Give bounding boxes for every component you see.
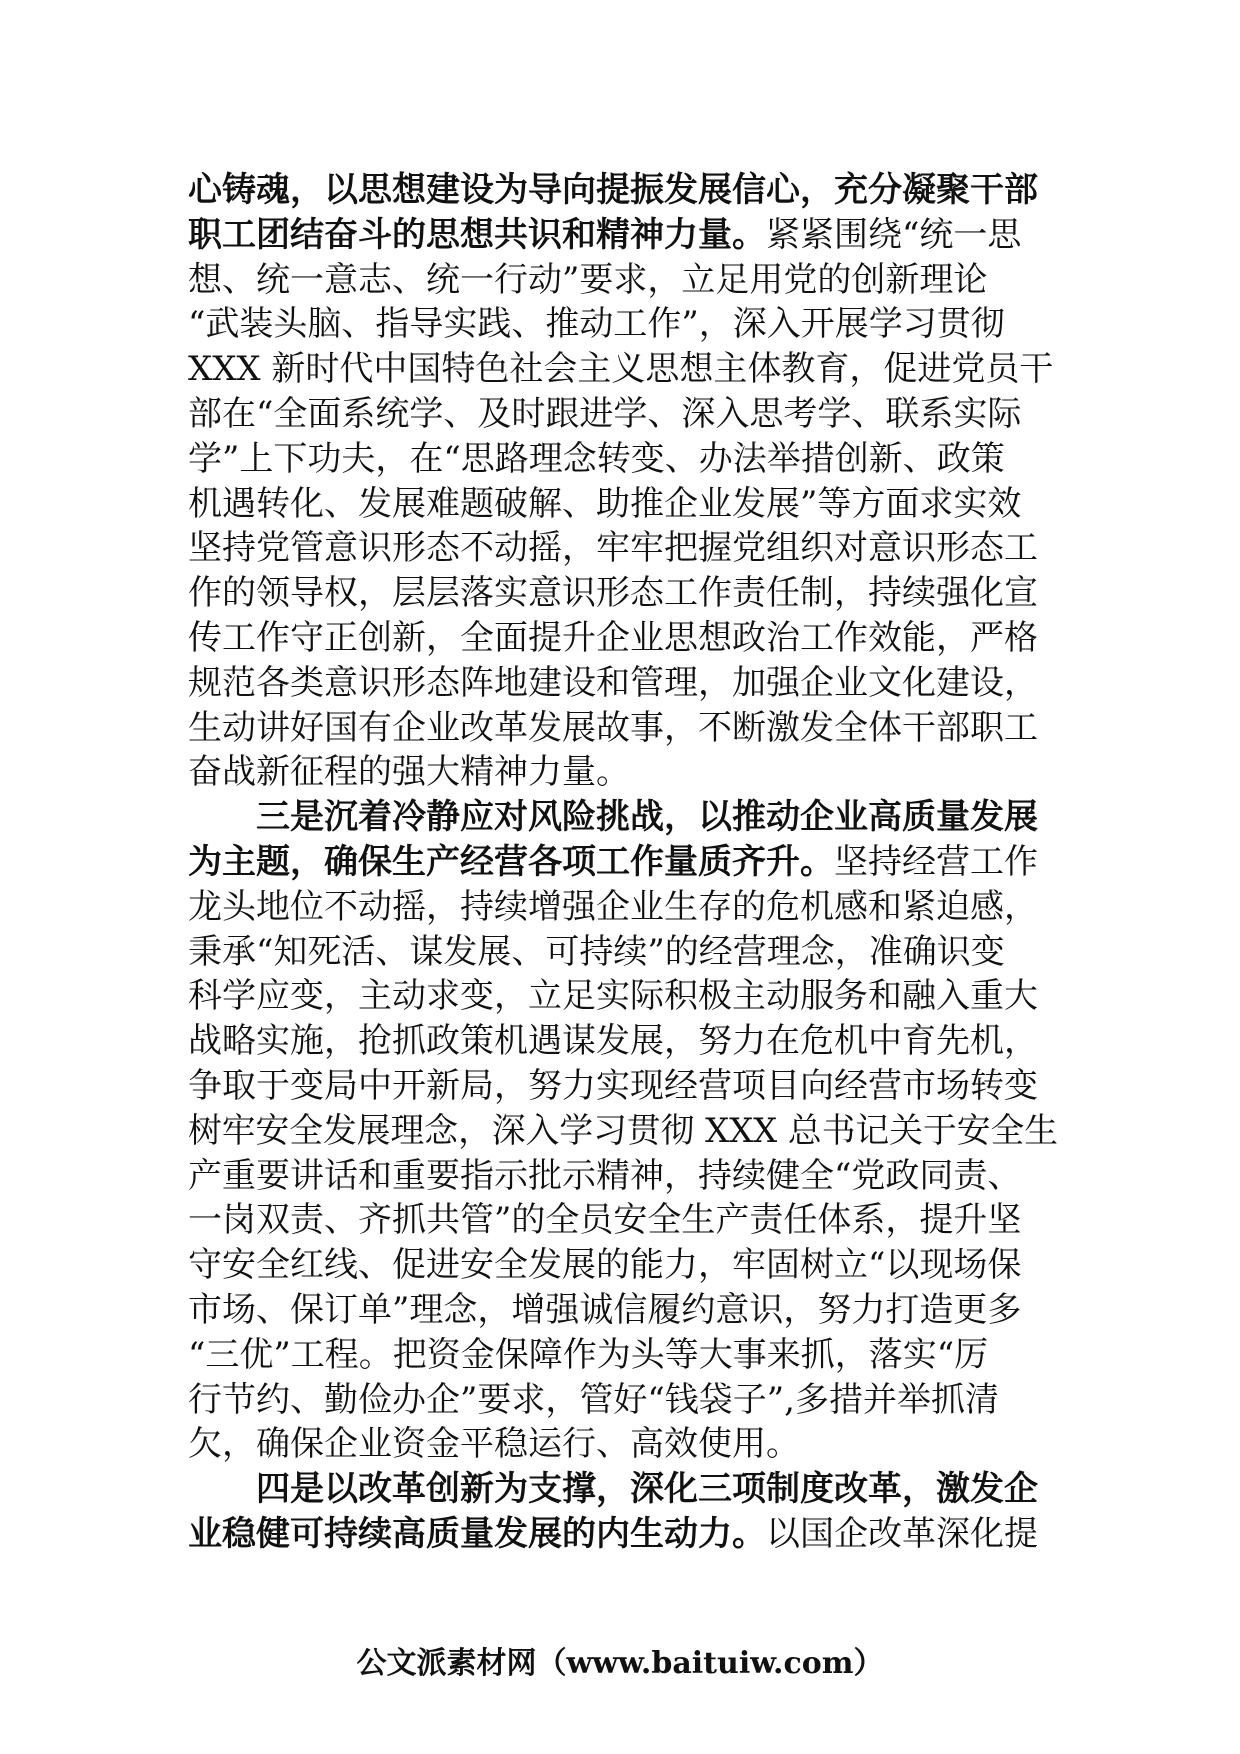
text-line [188, 213, 1058, 258]
text-line [188, 1064, 1058, 1109]
text-line [188, 1288, 1058, 1333]
text-line [188, 1512, 1058, 1557]
text-line [188, 616, 1058, 661]
text-line [188, 974, 1058, 1019]
text-line [188, 1154, 1058, 1199]
bold-heading-text: 四是以改革创新为支撑，深化三项制度改革，激发企 [256, 1469, 1038, 1510]
text-line [188, 347, 1058, 392]
footer-source: 公文派素材网（www.baituiw.com） [356, 1646, 884, 1681]
text-line [188, 885, 1058, 930]
body-text-segment: “三优”工程。把资金保障作为头等大事来抓，落实“厉 [188, 1334, 989, 1375]
text-line [188, 526, 1058, 571]
bold-heading-text: 为主题，确保生产经营各项工作量质齐升。 [188, 841, 834, 882]
text-line [188, 571, 1058, 616]
body-text-segment: 秉承“知死活、谋发展、可持续”的经营理念，准确识变 [188, 931, 1005, 972]
body-text-segment: 欠，确保企业资金平稳运行、高效使用。 [188, 1424, 800, 1465]
text-line [188, 1198, 1058, 1243]
text-line [188, 750, 1058, 795]
body-text-segment: 行节约、勤俭办企”要求，管好“钱袋子”,多措并举抓清 [188, 1379, 999, 1420]
body-text-segment: 争取于变局中开新局，努力实现经营项目向经营市场转变 [188, 1065, 1038, 1106]
text-line [188, 482, 1058, 527]
body-text-segment: 一岗双责、齐抓共管”的全员安全生产责任体系，提升坚 [188, 1200, 1022, 1241]
body-text-segment: 产重要讲话和重要指示批示精神，持续健全“党政同责、 [188, 1155, 1022, 1196]
body-text [188, 168, 1058, 1557]
text-line [188, 168, 1058, 213]
text-line [188, 1019, 1058, 1064]
body-text-segment: 紧紧围绕“统一思 [766, 214, 1022, 255]
body-text-segment: 学”上下功夫，在“思路理念转变、办法举措创新、政策 [188, 438, 1005, 479]
body-text-segment: 奋战新征程的强大精神力量。 [188, 752, 630, 793]
body-text-segment: “武装头脑、指导实践、推动工作”，深入开展学习贯彻 [188, 304, 1005, 345]
text-line [188, 840, 1058, 885]
text-line [188, 437, 1058, 482]
body-text-segment: 机遇转化、发展难题破解、助推企业发展”等方面求实效 [188, 483, 1022, 524]
body-text-segment: 以国企改革深化提 [766, 1513, 1038, 1554]
text-line [188, 258, 1058, 303]
body-text-segment: 市场、保订单”理念，增强诚信履约意识，努力打造更多 [188, 1289, 1022, 1330]
text-line [188, 392, 1058, 437]
bold-heading-text: 心铸魂，以思想建设为导向提振发展信心，充分凝聚干部 [188, 170, 1038, 210]
body-text-segment: 生动讲好国有企业改革发展故事，不断激发全体干部职工 [188, 707, 1038, 748]
body-text-segment: 树牢安全发展理念，深入学习贯彻 XXX 总书记关于安全生 [188, 1110, 1058, 1151]
body-text-segment: 战略实施，抢抓政策机遇谋发展，努力在危机中育先机， [188, 1021, 1038, 1062]
body-text-segment: 想、统一意志、统一行动”要求，立足用党的创新理论 [188, 259, 988, 300]
text-line [188, 930, 1058, 975]
text-line [188, 1378, 1058, 1423]
body-text-segment: 守安全红线、促进安全发展的能力，牢固树立“以现场保 [188, 1245, 1022, 1286]
body-text-segment: 科学应变，主动求变，立足实际积极主动服务和融入重大 [188, 976, 1038, 1017]
body-text-segment: 部在“全面系统学、及时跟进学、深入思考学、联系实际 [188, 393, 1022, 434]
text-line [188, 661, 1058, 706]
bold-heading-text: 职工团结奋斗的思想共识和精神力量。 [188, 214, 766, 255]
body-text-segment: 作的领导权，层层落实意识形态工作责任制，持续强化宣 [188, 573, 1038, 614]
body-text-segment: 规范各类意识形态阵地建设和管理，加强企业文化建设， [188, 662, 1038, 703]
text-line [188, 302, 1058, 347]
bold-heading-text: 三是沉着冷静应对风险挑战，以推动企业高质量发展 [256, 797, 1038, 838]
text-line [188, 1243, 1058, 1288]
text-line [188, 1467, 1058, 1512]
body-text-segment: 龙头地位不动摇，持续增强企业生存的危机感和紧迫感， [188, 886, 1038, 927]
bold-heading-text: 业稳健可持续高质量发展的内生动力。 [188, 1513, 766, 1554]
body-text-segment: 坚持经营工作 [834, 841, 1038, 882]
text-line [188, 1109, 1058, 1154]
body-text-segment: XXX 新时代中国特色社会主义思想主体教育，促进党员干 [188, 349, 1054, 390]
text-line [188, 1422, 1058, 1467]
text-line [188, 795, 1058, 840]
body-text-segment: 坚持党管意识形态不动摇，牢牢把握党组织对意识形态工 [188, 528, 1038, 569]
text-line [188, 706, 1058, 751]
text-line [188, 1333, 1058, 1378]
body-text-segment: 传工作守正创新，全面提升企业思想政治工作效能，严格 [188, 617, 1038, 658]
